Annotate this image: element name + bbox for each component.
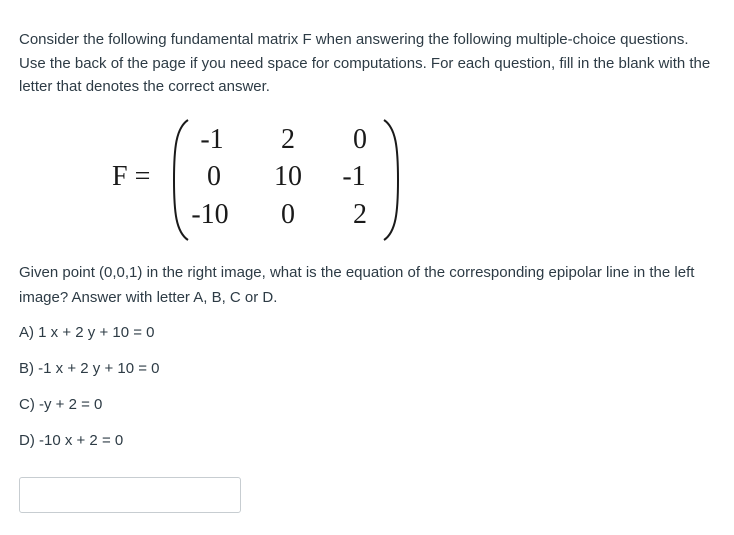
fundamental-matrix: [112, 118, 402, 242]
matrix-cell-r1c1: -1: [200, 124, 224, 155]
option-d: D) -10 x + 2 = 0: [19, 432, 124, 449]
option-a: A) 1 x + 2 y + 10 = 0: [19, 324, 155, 341]
option-b: B) -1 x + 2 y + 10 = 0: [19, 360, 160, 377]
matrix-cell-r3c3: 2: [353, 199, 367, 230]
matrix-cell-r1c2: 2: [281, 124, 295, 155]
matrix-cell-r2c2: 10: [274, 161, 302, 192]
matrix-cell-r1c3: 0: [353, 124, 367, 155]
question-text: Given point (0,0,1) in the right image, what is the equation of the corresponding epipolar line in the left image? Answer with letter A, B, C or D.: [19, 264, 695, 306]
matrix-cell-r2c3: -1: [342, 161, 366, 192]
matrix-cell-r3c2: 0: [281, 199, 295, 230]
matrix-label: F =: [112, 161, 151, 192]
intro-text: Consider the following fundamental matrix F when answering the following multiple-choice questions. Use the back of the page if you need space for computations. For each question, fill in the blank with the letter that denotes the correct answer.: [19, 31, 711, 95]
answer-input[interactable]: [19, 477, 241, 513]
matrix-cell-r3c1: -10: [191, 199, 229, 230]
matrix-cell-r2c1: 0: [207, 161, 221, 192]
option-c: C) -y + 2 = 0: [19, 396, 103, 413]
